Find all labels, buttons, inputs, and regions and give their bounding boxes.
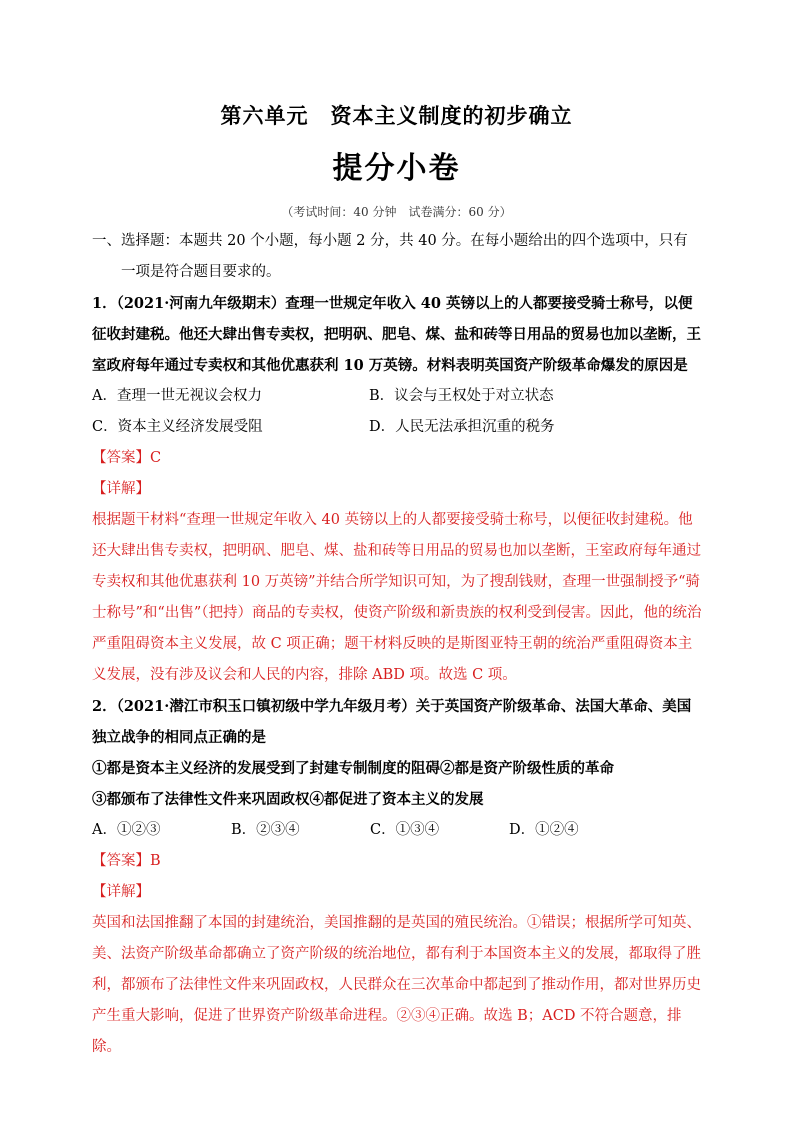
question-1-option-b: B．议会与王权处于对立状态 bbox=[369, 388, 554, 404]
question-2-option-c: C．①③④ bbox=[370, 822, 440, 838]
unit-title: 第六单元 资本主义制度的初步确立 bbox=[220, 103, 573, 128]
question-1-detail-label: 【详解】 bbox=[92, 481, 150, 497]
question-2-option-d: D．①②④ bbox=[509, 822, 579, 838]
question-2-statement-1: ①都是资本主义经济的发展受到了封建专制制度的阻碍②都是资产阶级性质的革命 bbox=[92, 760, 614, 777]
question-2-statement-2: ③都颁布了法律性文件来巩固政权④都促进了资本主义的发展 bbox=[92, 791, 484, 808]
question-2-options-row bbox=[92, 815, 702, 846]
question-1-option-d: D．人民无法承担沉重的税务 bbox=[369, 419, 555, 435]
question-2-answer bbox=[92, 846, 702, 877]
question-1-options-row-2 bbox=[92, 412, 702, 443]
question-2-option-a: A．①②③ bbox=[92, 822, 161, 838]
question-1-option-c: C．资本主义经济发展受阻 bbox=[92, 419, 263, 435]
exam-info: （考试时间：40 分钟 试卷满分：60 分） bbox=[281, 205, 512, 219]
question-1-option-a: A．查理一世无视议会权力 bbox=[92, 388, 262, 404]
section-instructions: 一、选择题：本题共 20 个小题，每小题 2 分，共 40 分。在每小题给出的四个选项中，只有一项是符合题目要求的。 bbox=[92, 233, 688, 280]
content bbox=[92, 226, 702, 1063]
answer-value: B bbox=[150, 853, 161, 869]
question-2-detail: 英国和法国推翻了本国的封建统治，美国推翻的是英国的殖民统治。①错误；根据所学可知英、美、法资产阶级革命都确立了资产阶级的统治地位，都有利于本国资本主义的发展，都取得了胜利，都颁布了法律性文件来巩固政权，人民群众在三次革命中都起到了推动作用，都对世界历史产生重大影响，促进了世界资产阶级革命进程。②③④正确。故选 B；ACD 不符合题意，排除。 bbox=[92, 915, 701, 1055]
question-1-options-row-1 bbox=[92, 381, 702, 412]
answer-label: 【答案】 bbox=[92, 853, 150, 869]
answer-value: C bbox=[150, 450, 162, 466]
question-1-answer bbox=[92, 443, 702, 474]
page-title: 提分小卷 bbox=[332, 151, 461, 186]
question-2-stem: 2．（2021·潜江市积玉口镇初级中学九年级月考）关于英国资产阶级革命、法国大革命、美国独立战争的相同点正确的是 bbox=[92, 698, 692, 746]
question-2-detail-label: 【详解】 bbox=[92, 884, 150, 900]
answer-label: 【答案】 bbox=[92, 450, 150, 466]
question-1-stem: 1．（2021·河南九年级期末）查理一世规定年收入 40 英镑以上的人都要接受骑士称号，以便征收封建税。他还大肆出售专卖权，把明矾、肥皂、煤、盐和砖等日用品的贸易也加以垄断，王室政府每年通过专卖权和其他优惠获利 10 万英镑。材料表明英国资产阶级革命爆发的原因是 bbox=[92, 295, 701, 374]
question-1-detail: 根据题干材料“查理一世规定年收入 40 英镑以上的人都要接受骑士称号，以便征收封建税。他还大肆出售专卖权，把明矾、肥皂、煤、盐和砖等日用品的贸易也加以垄断，王室政府每年通过专卖权和其他优惠获利 10 万英镑”并结合所学知识可知，为了搜刮钱财，查理一世强制授予“骑士称号”和“出售”（把持）商品的专卖权，使资产阶级和新贵族的权利受到侵害。因此，他的统治严重阻碍资本主义发展，故 C 项正确；题干材料反映的是斯图亚特王朝的统治严重阻碍资本主义发展，没有涉及议会和人民的内容，排除 ABD 项。故选 C 项。 bbox=[92, 512, 702, 683]
question-2-option-b: B．②③④ bbox=[231, 822, 300, 838]
